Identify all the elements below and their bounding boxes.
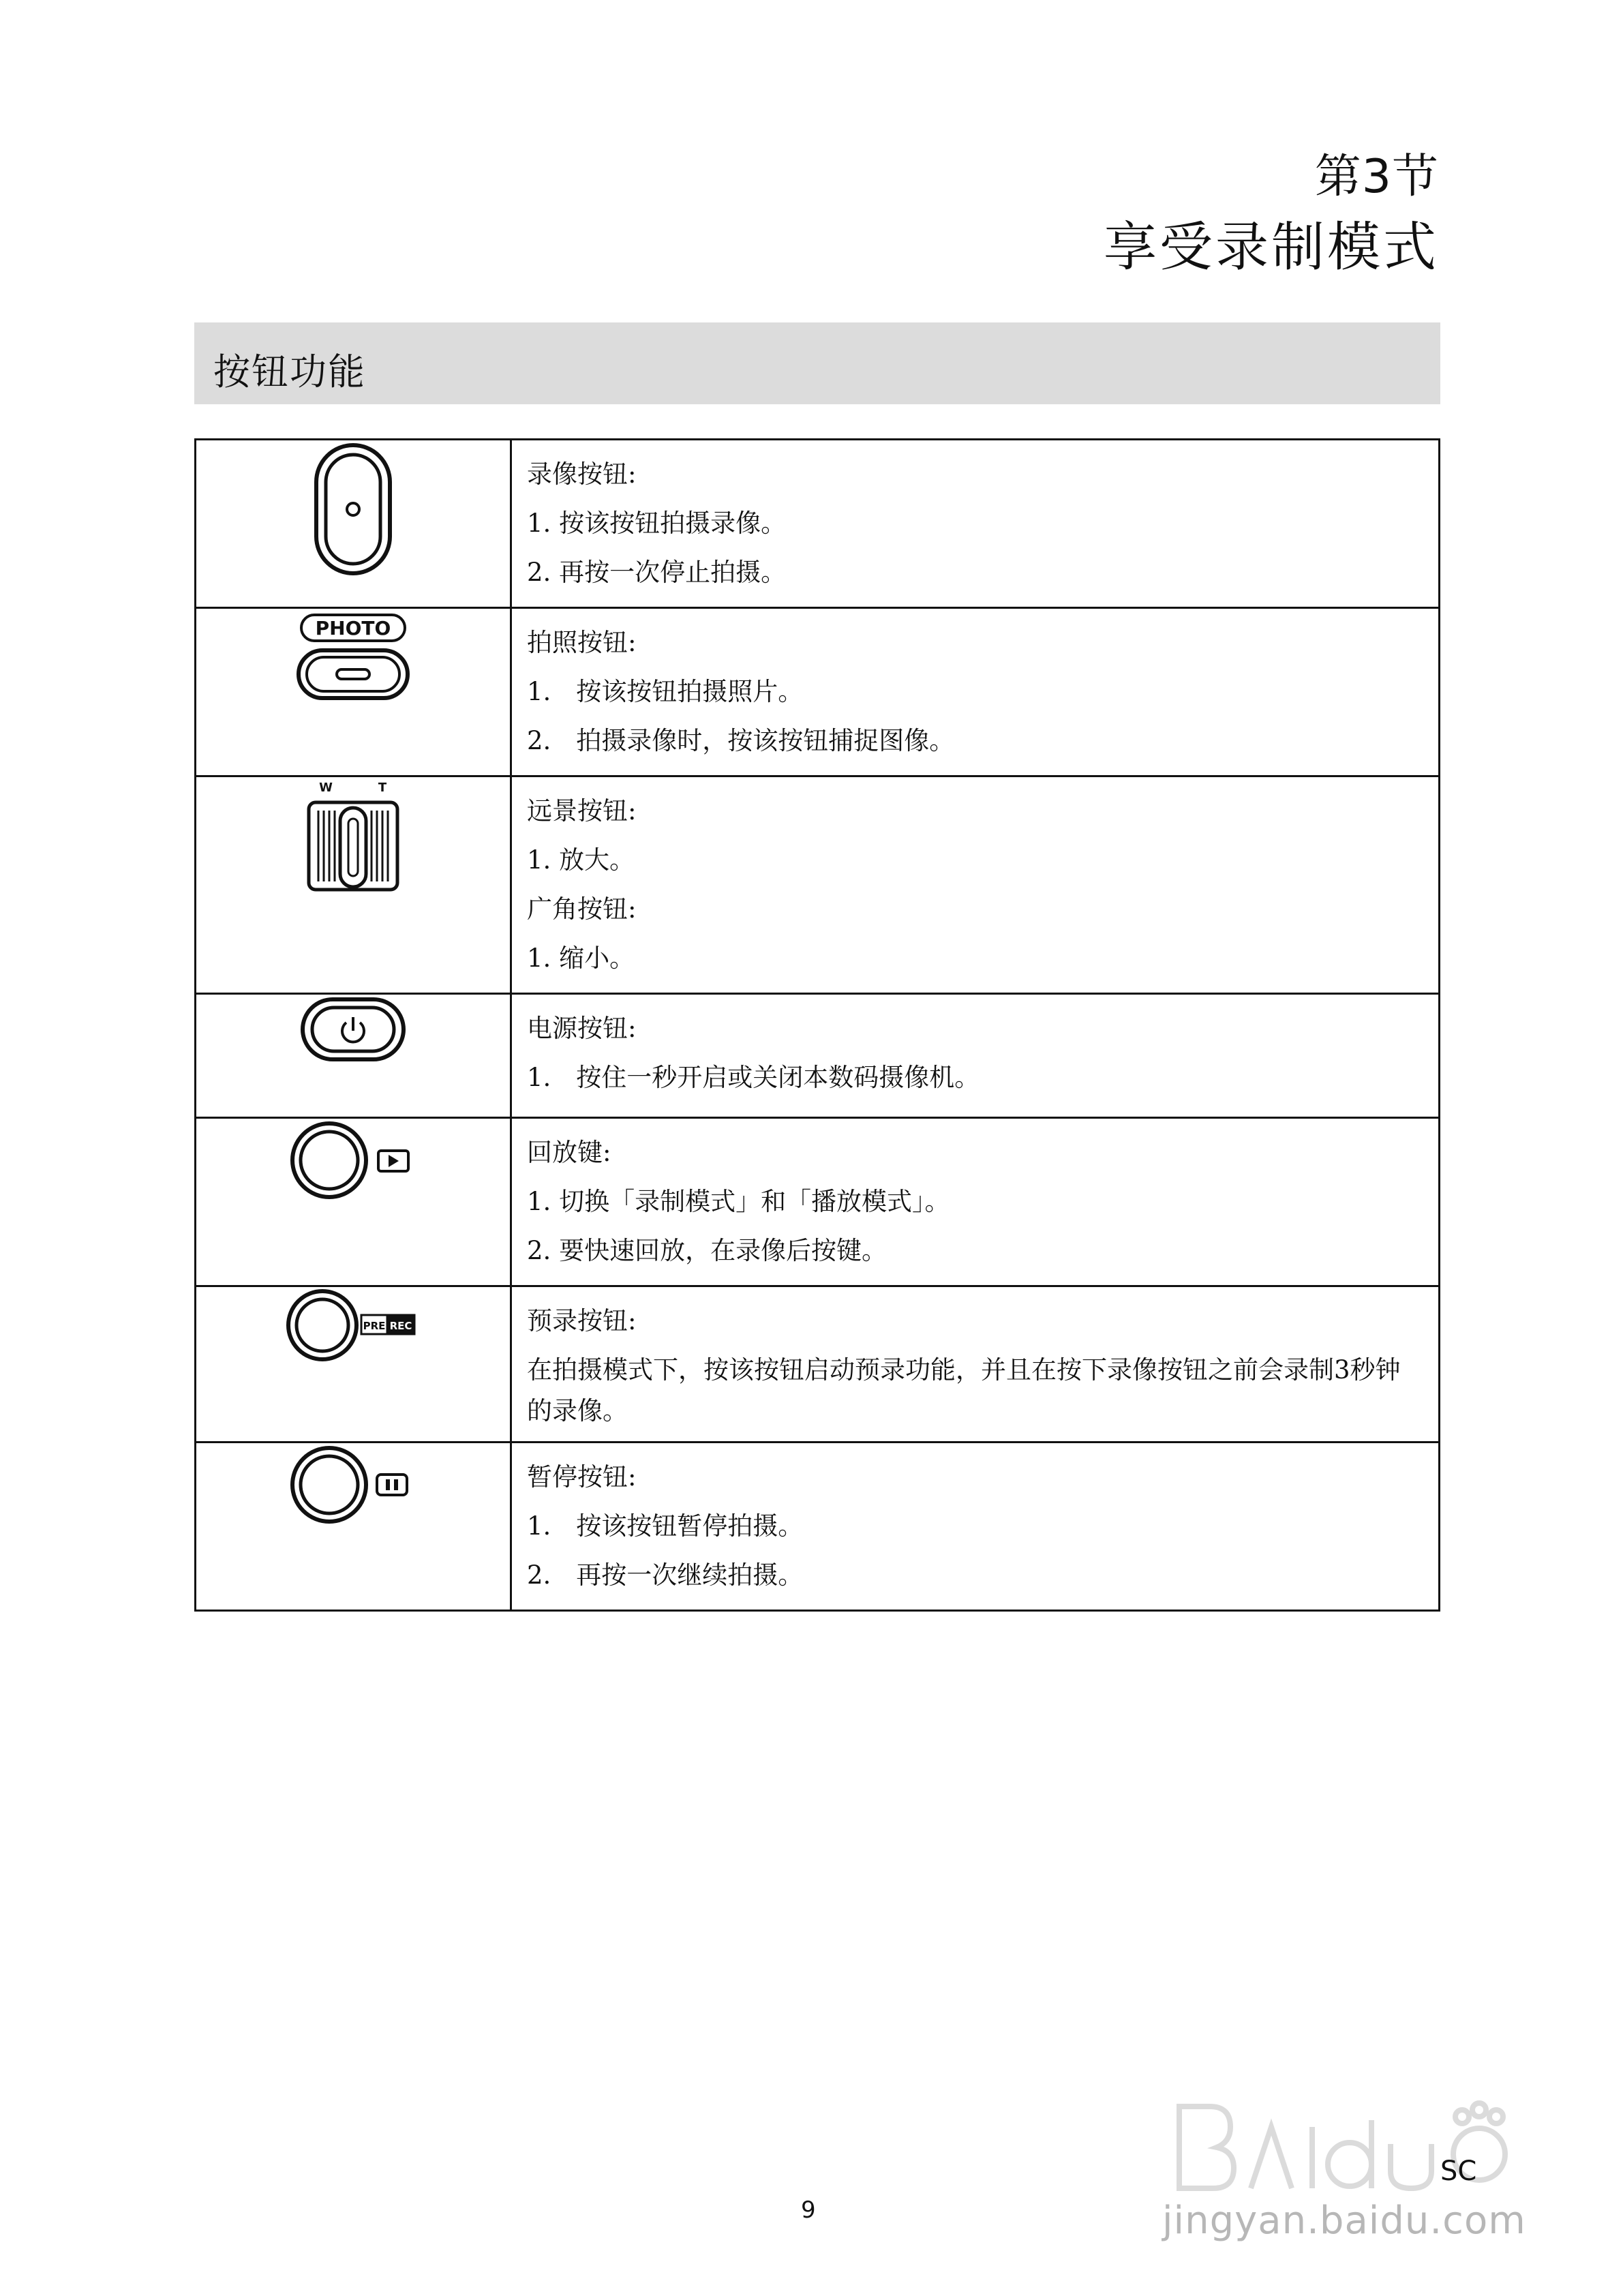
icon-cell	[196, 994, 511, 1118]
watermark-text: jingyan.baidu.com	[1162, 2199, 1526, 2243]
row-title: 拍照按钮:	[527, 628, 637, 657]
pre-label: PRE	[363, 1320, 386, 1332]
playback-button-icon	[197, 1119, 509, 1201]
row-line: 1. 按该按钮拍摄照片。	[527, 677, 804, 706]
table-row	[196, 608, 1440, 776]
zoom-lever-icon	[197, 778, 509, 894]
table-row	[196, 1442, 1440, 1611]
icon-cell	[196, 1286, 511, 1442]
row-line: 1. 放大。	[527, 845, 635, 875]
row-title: 广角按钮:	[527, 894, 637, 924]
icon-cell	[196, 1118, 511, 1286]
icon-cell	[196, 608, 511, 776]
row-line: 在拍摄模式下，按该按钮启动预录功能，并且在按下录像按钮之前会录制3秒钟的录像。	[527, 1355, 1401, 1425]
description-cell	[511, 994, 1440, 1118]
row-line: 1. 切换「录制模式」和「播放模式」。	[527, 1187, 950, 1216]
icon-cell	[196, 440, 511, 608]
section-title: 按钮功能	[213, 350, 366, 393]
row-line: 1. 按该按钮拍摄录像。	[527, 509, 787, 538]
zoom-wide-label: W	[319, 781, 333, 795]
description-cell	[511, 1442, 1440, 1611]
description-cell	[511, 440, 1440, 608]
description-cell	[511, 1118, 1440, 1286]
row-title: 回放键:	[527, 1138, 611, 1167]
icon-cell	[196, 776, 511, 994]
language-code: SC	[1440, 2156, 1477, 2187]
row-line: 1. 缩小。	[527, 943, 635, 973]
row-title: 远景按钮:	[527, 796, 637, 826]
rec-label: REC	[389, 1320, 412, 1332]
table-row	[196, 1118, 1440, 1286]
pre-record-button-icon	[197, 1288, 509, 1363]
row-line: 2. 再按一次停止拍摄。	[527, 558, 787, 587]
baidu-watermark-logo	[1159, 2079, 1541, 2202]
icon-cell	[196, 1442, 511, 1611]
description-cell	[511, 1286, 1440, 1442]
chapter-title: 享受录制模式	[1103, 217, 1439, 278]
chapter-number: 第3节	[1314, 150, 1439, 204]
table-row	[196, 776, 1440, 994]
description-cell	[511, 608, 1440, 776]
photo-label: PHOTO	[315, 617, 391, 639]
row-title: 录像按钮:	[527, 459, 637, 489]
row-line: 2. 拍摄录像时，按该按钮捕捉图像。	[527, 726, 955, 755]
photo-button-icon	[197, 609, 509, 705]
row-line: 2. 要快速回放，在录像后按键。	[527, 1236, 888, 1265]
zoom-tele-label: T	[378, 781, 387, 795]
description-cell	[511, 776, 1440, 994]
row-line: 2. 再按一次继续拍摄。	[527, 1560, 804, 1590]
power-button-icon	[197, 995, 509, 1063]
row-line: 1. 按该按钮暂停拍摄。	[527, 1511, 804, 1541]
button-function-table	[194, 438, 1440, 1612]
section-header-bar	[194, 322, 1440, 404]
row-title: 预录按钮:	[527, 1306, 637, 1335]
row-line: 1. 按住一秒开启或关闭本数码摄像机。	[527, 1063, 980, 1092]
row-title: 电源按钮:	[527, 1014, 637, 1043]
row-title: 暂停按钮:	[527, 1462, 637, 1492]
record-button-icon	[197, 441, 509, 577]
pause-button-icon	[197, 1444, 509, 1526]
table-row	[196, 440, 1440, 608]
page-number: 9	[801, 2196, 816, 2224]
table-row	[196, 1286, 1440, 1442]
table-row	[196, 994, 1440, 1118]
